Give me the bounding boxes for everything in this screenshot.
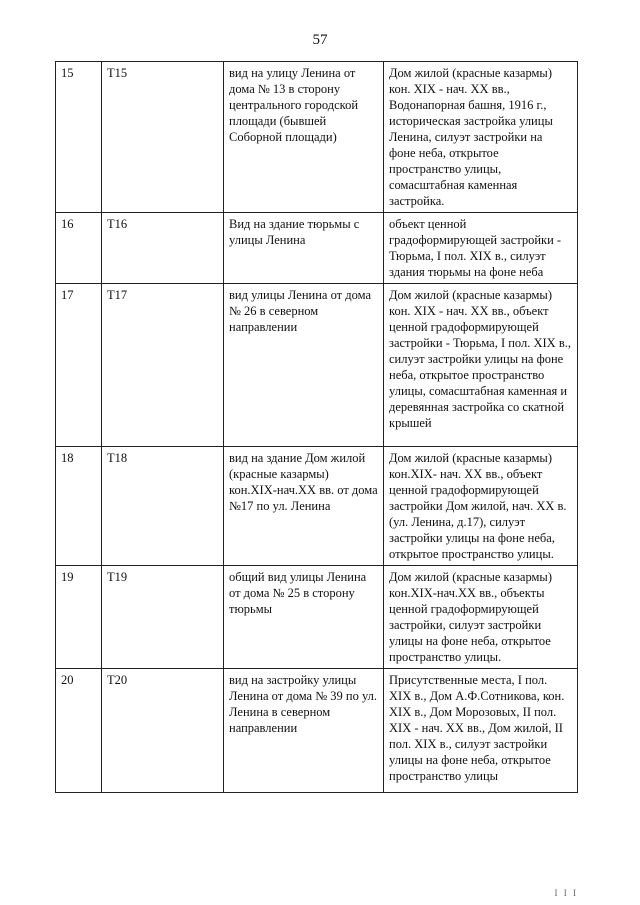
view-description: общий вид улицы Ленина от дома № 25 в сторону тюрьмы [224, 566, 384, 669]
point-code: Т15 [102, 62, 224, 213]
point-code: Т16 [102, 213, 224, 284]
view-description: вид на здание Дом жилой (красные казармы) кон.XIX-нач.XX вв. от дома №17 по ул. Ленина [224, 447, 384, 566]
page-number: 57 [312, 32, 328, 48]
view-description: вид улицы Ленина от дома № 26 в северном направлении [224, 284, 384, 447]
table-row [56, 213, 578, 284]
object-description: Дом жилой (красные казармы) кон.XIX- нач. XX вв., объект ценной градоформирующей застройки Дом жилой, нач. XX в. (ул. Ленина, д.17), силуэт застройки улицы на фоне неба, открытое пространство улицы. [384, 447, 578, 566]
scan-mark: I I I [554, 888, 578, 898]
table-row [56, 62, 578, 213]
row-number: 15 [56, 62, 102, 213]
object-description: Дом жилой (красные казармы) кон.XIX-нач.XX вв., объекты ценной градоформирующей застройки, силуэт застройки улицы на фоне неба, открытое пространство улицы. [384, 566, 578, 669]
object-description: объект ценной градоформирующей застройки - Тюрьма, I пол. XIX в., силуэт здания тюрьмы на фоне неба [384, 213, 578, 284]
point-code: Т17 [102, 284, 224, 447]
row-number: 19 [56, 566, 102, 669]
view-description: Вид на здание тюрьмы с улицы Ленина [224, 213, 384, 284]
point-code: Т19 [102, 566, 224, 669]
object-description: Дом жилой (красные казармы) кон. XIX - нач. XX вв., Водонапорная башня, 1916 г., историческая застройка улицы Ленина, силуэт застройки на фоне неба, открытое пространство улицы, сомасштабная каменная застройка. [384, 62, 578, 213]
row-number: 16 [56, 213, 102, 284]
table-row [56, 284, 578, 447]
object-description: Дом жилой (красные казармы) кон. XIX - нач. XX вв., объект ценной градоформирующей застройки - Тюрьма, I пол. XIX в., силуэт застройки улицы на фоне неба, открытое пространство улицы, сомасштабная каменная и деревянная застройка со скатной крышей [384, 284, 578, 447]
table-row [56, 566, 578, 669]
table-row [56, 447, 578, 566]
point-code: Т20 [102, 669, 224, 793]
row-number: 20 [56, 669, 102, 793]
object-description: Присутственные места, I пол. XIX в., Дом А.Ф.Сотникова, кон. XIX в., Дом Морозовых, II пол. XIX - нач. XX вв., Дом жилой, II пол. XIX в., силуэт застройки улицы на фоне неба, открытое пространство улицы [384, 669, 578, 793]
view-description: вид на застройку улицы Ленина от дома № 39 по ул. Ленина в северном направлении [224, 669, 384, 793]
row-number: 18 [56, 447, 102, 566]
monuments-table [55, 61, 578, 793]
row-number: 17 [56, 284, 102, 447]
view-description: вид на улицу Ленина от дома № 13 в сторону центрального городской площади (бывшей Соборной площади) [224, 62, 384, 213]
point-code: Т18 [102, 447, 224, 566]
table-row [56, 669, 578, 793]
